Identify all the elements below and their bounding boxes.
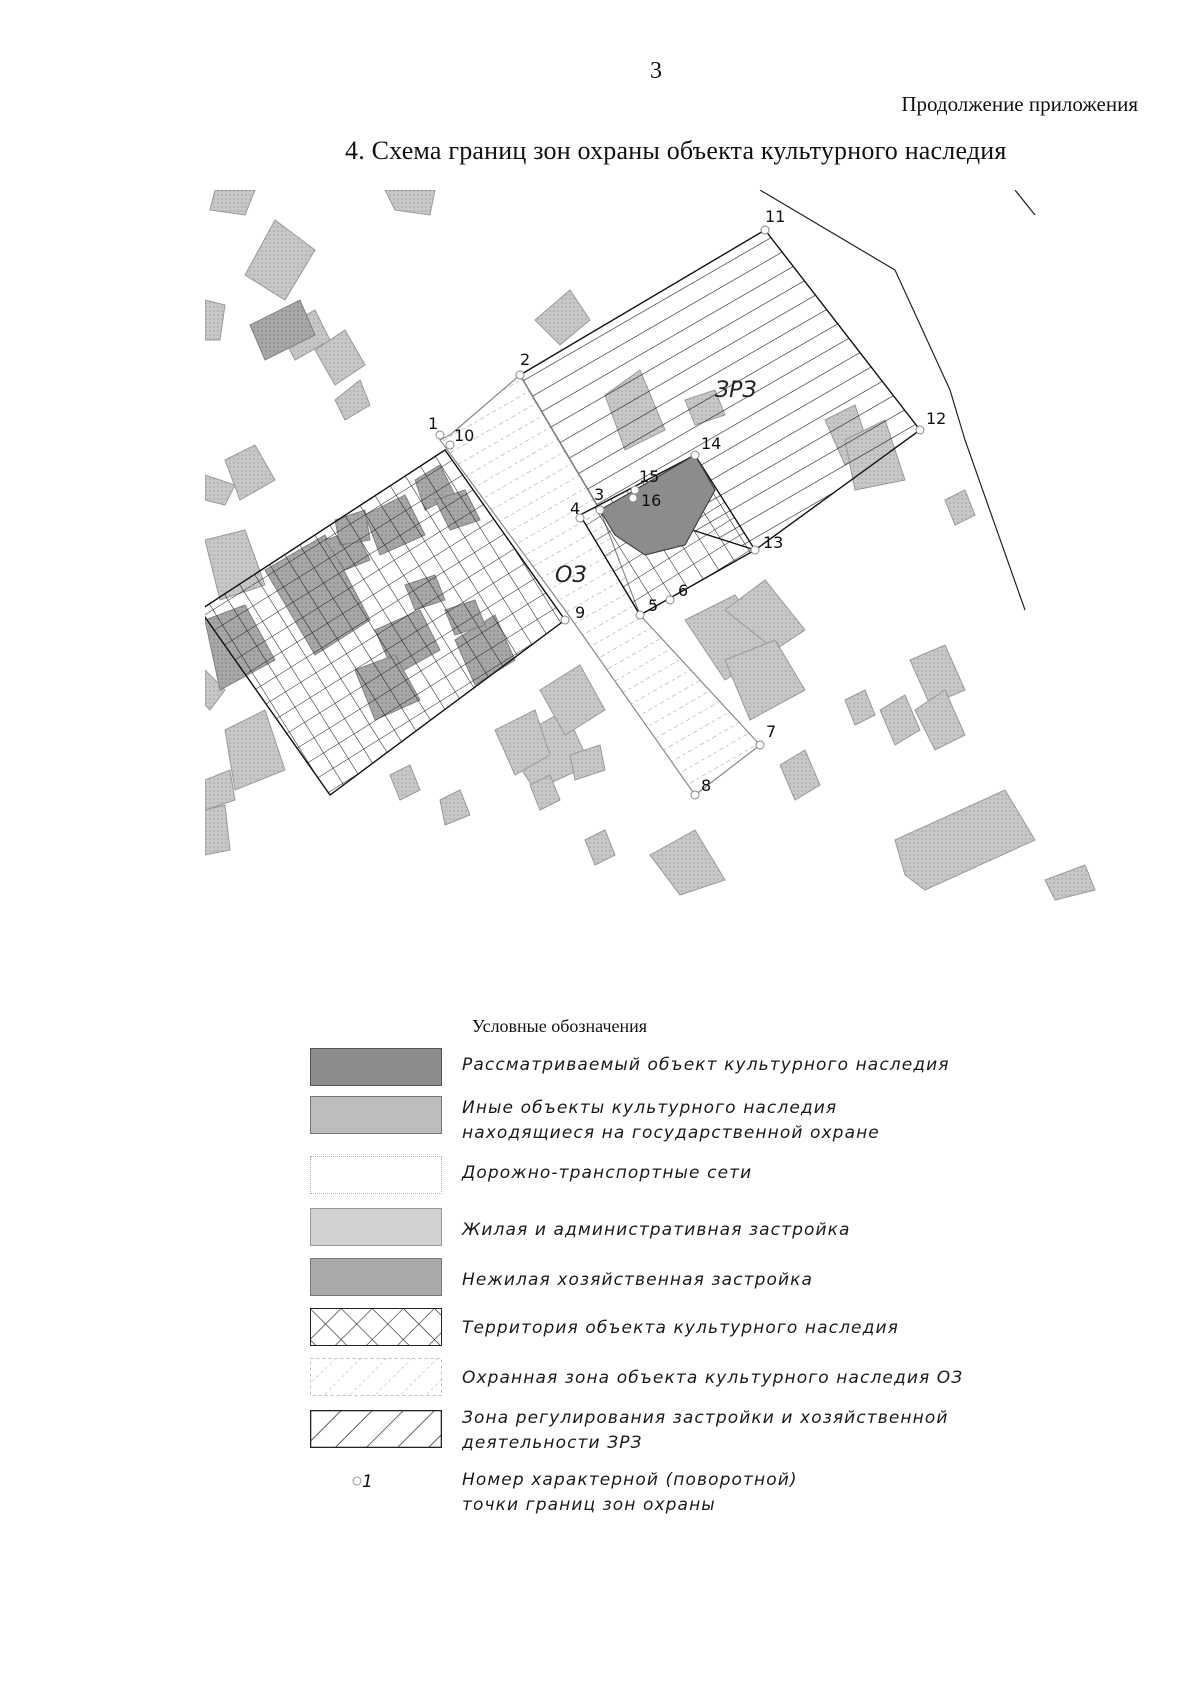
building	[390, 765, 420, 800]
building	[880, 695, 920, 745]
building	[845, 690, 875, 725]
legend-swatch	[310, 1048, 442, 1086]
boundary-point-marker	[561, 616, 569, 624]
appendix-note: Продолжение приложения	[901, 92, 1138, 116]
legend-label: Территория объекта культурного наследия	[462, 1318, 899, 1338]
boundary-point-marker	[916, 426, 924, 434]
boundary-point-label: 6	[678, 581, 689, 600]
building	[1045, 865, 1095, 900]
building	[225, 710, 285, 790]
legend-label: Иные объекты культурного наследия находящиеся на государственной охране	[462, 1098, 880, 1143]
boundary-point-label: 9	[575, 603, 586, 622]
building	[225, 445, 275, 500]
building	[205, 770, 235, 810]
boundary-point-label: 1	[428, 414, 439, 433]
point-circle-icon	[352, 1476, 362, 1486]
boundary-point-label: 14	[701, 434, 722, 453]
building	[245, 220, 315, 300]
legend-point-symbol: 1	[362, 1472, 373, 1492]
boundary-point-label: 5	[648, 596, 659, 615]
building	[535, 290, 590, 345]
legend-label: Охранная зона объекта культурного наследия ОЗ	[462, 1368, 964, 1388]
legend-swatch	[310, 1156, 442, 1194]
boundary-point-label: 16	[641, 491, 662, 510]
zone-label-zrz: ЗРЗ	[715, 378, 757, 403]
legend-swatch	[310, 1208, 442, 1246]
boundary-point-marker	[631, 486, 639, 494]
boundary-point-label: 15	[639, 467, 660, 486]
building	[585, 830, 615, 865]
boundary-point-label: 13	[763, 533, 784, 552]
legend-title: Условные обозначения	[472, 1016, 648, 1036]
building	[385, 190, 435, 215]
building	[205, 300, 225, 340]
building	[650, 830, 725, 895]
boundary-point-marker	[751, 546, 759, 554]
legend-label: Дорожно-транспортные сети	[462, 1163, 753, 1183]
boundary-point-marker	[691, 791, 699, 799]
road-edge-line	[1015, 190, 1035, 215]
page-number: 3	[650, 58, 662, 84]
boundary-point-label: 4	[570, 499, 581, 518]
building	[945, 490, 975, 525]
legend-label: Номер характерной (поворотной) точки границ зон охраны	[462, 1470, 798, 1515]
boundary-point-marker	[761, 226, 769, 234]
document-title: 4. Схема границ зон охраны объекта культурного наследия	[345, 136, 1007, 165]
building	[335, 380, 370, 420]
legend-label: Зона регулирования застройки и хозяйственной деятельности ЗРЗ	[462, 1408, 949, 1453]
boundary-point-marker	[516, 371, 524, 379]
legend-swatch	[310, 1410, 442, 1448]
boundary-point-marker	[446, 441, 454, 449]
building	[440, 790, 470, 825]
protection-zones-map	[205, 190, 1125, 960]
building	[205, 805, 230, 855]
boundary-point-label: 11	[765, 207, 786, 226]
boundary-point-label: 3	[594, 485, 605, 504]
building	[780, 750, 820, 800]
boundary-point-marker	[666, 596, 674, 604]
building	[205, 475, 235, 505]
building	[210, 190, 255, 215]
legend-label: Нежилая хозяйственная застройка	[462, 1270, 814, 1290]
boundary-point-label: 12	[926, 409, 947, 428]
boundary-point-marker	[756, 741, 764, 749]
legend-swatch	[310, 1308, 442, 1346]
legend-label: Рассматриваемый объект культурного наследия	[462, 1055, 950, 1075]
boundary-point-marker	[691, 451, 699, 459]
legend-swatch	[310, 1258, 442, 1296]
building	[895, 790, 1035, 890]
boundary-point-label: 10	[454, 426, 475, 445]
boundary-point-marker	[636, 611, 644, 619]
zone-label-oz: ОЗ	[555, 563, 587, 588]
boundary-point-marker	[629, 494, 637, 502]
legend-swatch	[310, 1358, 442, 1396]
boundary-point-label: 7	[766, 722, 777, 741]
building	[915, 690, 965, 750]
legend-label: Жилая и административная застройка	[462, 1220, 851, 1240]
legend-swatch	[310, 1096, 442, 1134]
boundary-point-marker	[596, 506, 604, 514]
boundary-point-label: 8	[701, 776, 712, 795]
boundary-point-label: 2	[520, 350, 531, 369]
